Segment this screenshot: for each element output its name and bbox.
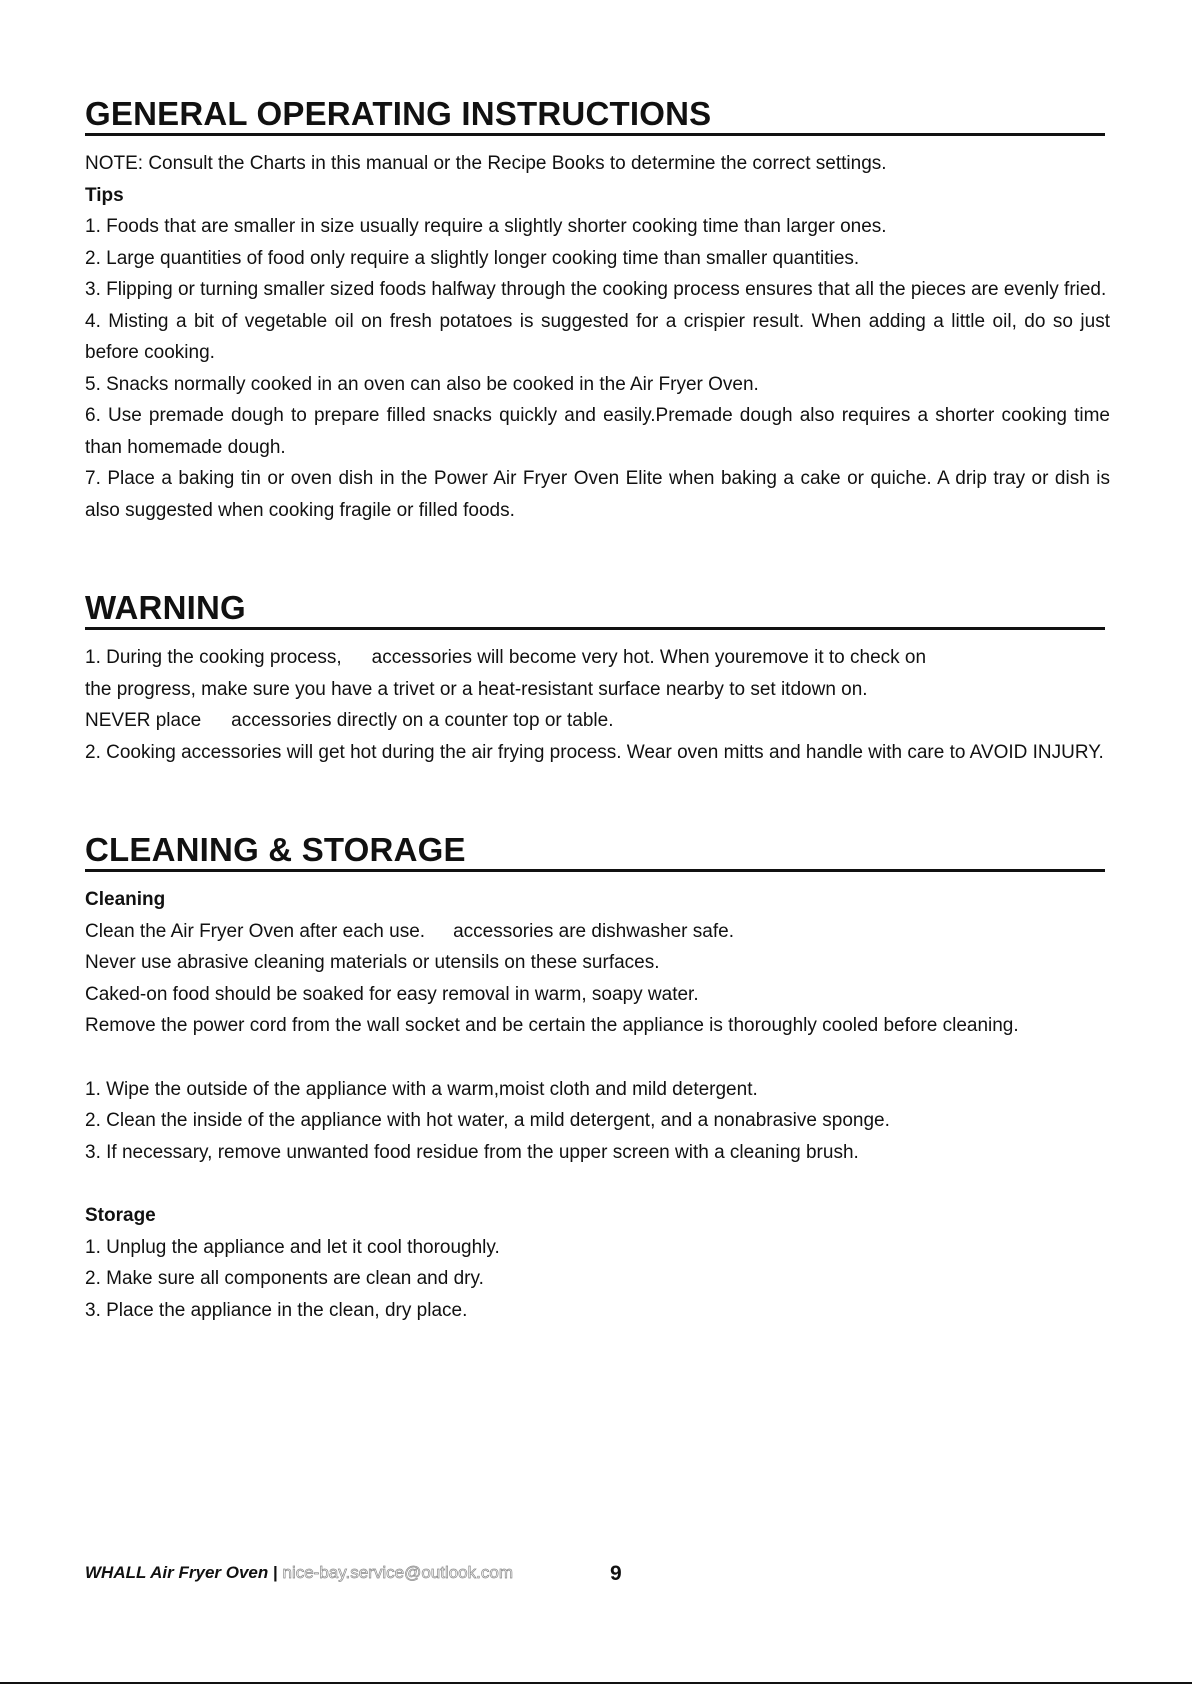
warning-line	[85, 705, 1110, 737]
warning-line: 2. Cooking accessories will get hot during the air frying process. Wear oven mitts and handle with care to AVOID INJURY.	[85, 741, 1104, 763]
warning-text: accessories directly on a counter top or table.	[231, 710, 614, 731]
tip-item: 7. Place a baking tin or oven dish in the Power Air Fryer Oven Elite when baking a cake or quiche. A drip tray or dish is also suggested when cooking fragile or filled foods.	[85, 468, 1110, 521]
cleaning-line: Remove the power cord from the wall socket and be certain the appliance is thoroughly cooled before cleaning.	[85, 1015, 1019, 1036]
warning-text: NEVER place	[85, 710, 202, 731]
footer-separator: |	[273, 1563, 278, 1582]
page-footer	[85, 1562, 513, 1584]
cleaning-label: Cleaning	[85, 889, 166, 910]
tip-item: 2. Large quantities of food only require a slightly longer cooking time than smaller quantities.	[85, 247, 860, 269]
cleaning-text: accessories are dishwasher safe.	[453, 920, 734, 942]
general-instructions-heading: GENERAL OPERATING INSTRUCTIONS	[85, 95, 1105, 136]
warning-heading: WARNING	[85, 589, 1105, 630]
tips-label: Tips	[85, 184, 124, 206]
cleaning-text: Clean the Air Fryer Oven after each use.	[85, 920, 426, 942]
cleaning-storage-heading: CLEANING & STORAGE	[85, 831, 1105, 872]
tip-item: 4. Misting a bit of vegetable oil on fresh potatoes is suggested for a crispier result. When adding a little oil, do so just before cooking.	[85, 310, 1110, 363]
storage-step: 1. Unplug the appliance and let it cool thoroughly.	[85, 1236, 500, 1258]
page-bottom-rule	[0, 1682, 1192, 1684]
warning-text: 1. During the cooking process,	[85, 647, 342, 668]
warning-text: accessories will become very hot. When youremove it to check on	[371, 647, 927, 668]
cleaning-line: Caked-on food should be soaked for easy removal in warm, soapy water.	[85, 983, 699, 1005]
warning-line	[85, 642, 1110, 674]
general-note: NOTE: Consult the Charts in this manual or the Recipe Books to determine the correct settings.	[85, 153, 887, 174]
cleaning-line	[85, 916, 1110, 948]
warning-line: the progress, make sure you have a trivet or a heat-resistant surface nearby to set itdown on.	[85, 678, 868, 700]
page-number: 9	[610, 1562, 622, 1585]
tip-item: 3. Flipping or turning smaller sized foods halfway through the cooking process ensures that all the pieces are evenly fried.	[85, 279, 1107, 300]
manual-page	[85, 95, 1110, 1326]
footer-email-link[interactable]: nice-bay.service@outlook.com	[282, 1563, 513, 1582]
footer-brand: WHALL Air Fryer Oven	[85, 1563, 269, 1582]
cleaning-step: 2. Clean the inside of the appliance with hot water, a mild detergent, and a nonabrasive sponge.	[85, 1110, 890, 1131]
storage-step: 3. Place the appliance in the clean, dry place.	[85, 1299, 468, 1321]
tip-item: 5. Snacks normally cooked in an oven can also be cooked in the Air Fryer Oven.	[85, 373, 759, 395]
cleaning-line: Never use abrasive cleaning materials or utensils on these surfaces.	[85, 952, 660, 973]
storage-label: Storage	[85, 1205, 156, 1226]
storage-step: 2. Make sure all components are clean and dry.	[85, 1268, 484, 1289]
tip-item: 1. Foods that are smaller in size usually require a slightly shorter cooking time than larger ones.	[85, 216, 887, 237]
tip-item: 6. Use premade dough to prepare filled snacks quickly and easily.Premade dough also requires a shorter cooking time than homemade dough.	[85, 405, 1110, 458]
cleaning-step: 1. Wipe the outside of the appliance with a warm,moist cloth and mild detergent.	[85, 1078, 758, 1100]
cleaning-step: 3. If necessary, remove unwanted food residue from the upper screen with a cleaning brush.	[85, 1141, 859, 1163]
